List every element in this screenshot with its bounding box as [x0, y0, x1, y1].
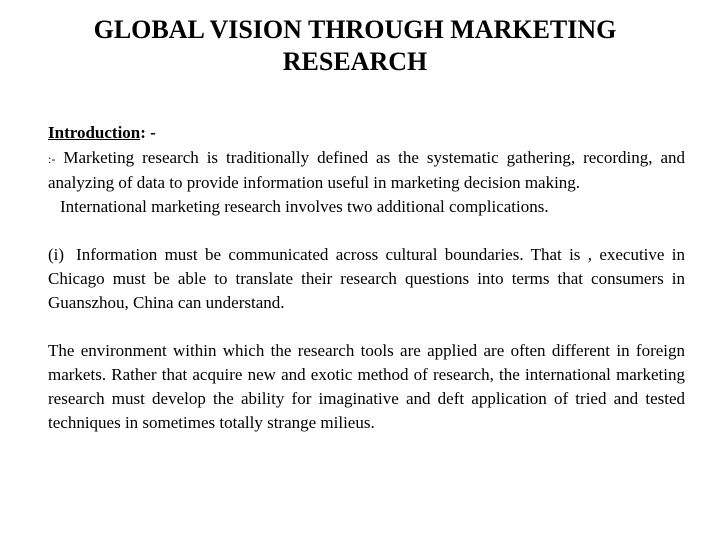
paragraph-definition-text: Marketing research is traditionally defined as the systematic gathering, recording, and analyzing of data to provide information useful in marketing decision making.: [48, 148, 685, 192]
title-line-2: RESEARCH: [282, 47, 428, 76]
paragraph-cultural-boundaries-text: Information must be communicated across cultural boundaries. That is , executive in Chicago must be able to translate their research questions into terms that consumers in Guanszhou, China can understand.: [48, 245, 685, 312]
paragraph-complications: International marketing research involves two additional complications.: [60, 197, 549, 216]
list-marker: (i): [48, 245, 65, 264]
slide-title: [40, 14, 670, 78]
paragraph-cultural-boundaries: [48, 243, 685, 315]
introduction-suffix: : -: [140, 123, 156, 142]
paragraph-definition: [48, 146, 685, 195]
introduction-label: Introduction: [48, 123, 141, 142]
paragraph-prefix: :-: [48, 152, 56, 166]
introduction-heading: [48, 120, 685, 146]
paragraph-environment: The environment within which the research tools are applied are often different in foreign markets. Rather that acquire new and exotic method of research, the international marketing research must develop the ability for imaginative and deft application of tried and tested techniques in sometimes totally strange milieus.: [48, 341, 685, 432]
slide-body: [48, 120, 685, 435]
title-line-1: GLOBAL VISION THROUGH MARKETING: [93, 15, 617, 44]
